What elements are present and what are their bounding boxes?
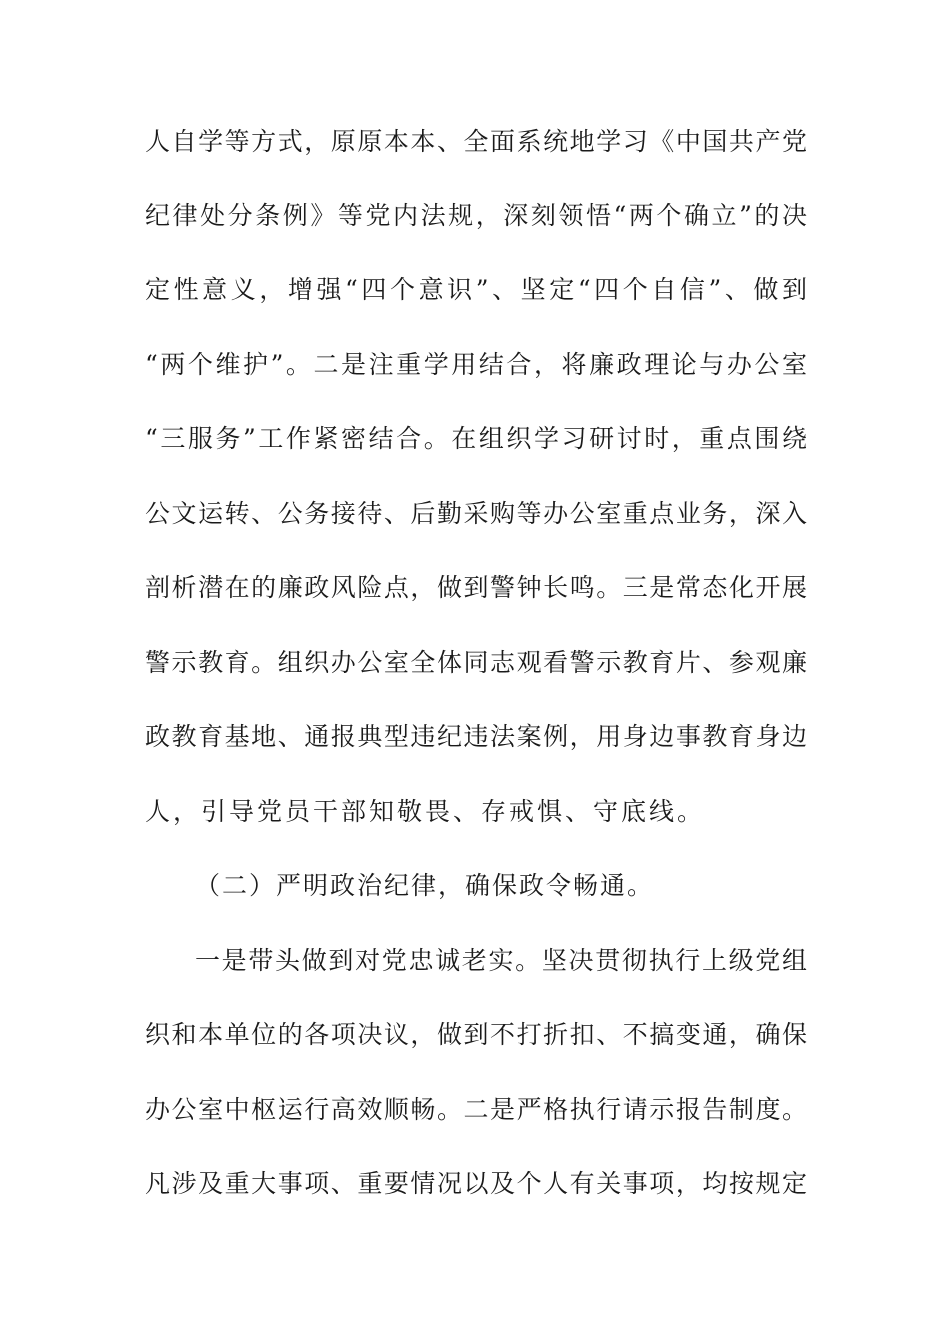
body-line-15: 凡涉及重大事项、重要情况以及个人有关事项，均按规定 xyxy=(145,1169,807,1198)
body-line-7: 剖析潜在的廉政风险点，做到警钟长鸣。三是常态化开展 xyxy=(145,573,807,602)
body-line-1: 人自学等方式，原原本本、全面系统地学习《中国共产党 xyxy=(145,127,807,156)
body-line-5: “三服务”工作紧密结合。在组织学习研讨时，重点围绕 xyxy=(145,424,807,453)
section-heading: （二）严明政治纪律，确保政令畅通。 xyxy=(195,871,655,900)
body-line-14: 办公室中枢运行高效顺畅。二是严格执行请示报告制度。 xyxy=(145,1095,807,1124)
body-line-6: 公文运转、公务接待、后勤采购等办公室重点业务，深入 xyxy=(145,499,807,528)
body-line-12: 一是带头做到对党忠诚老实。坚决贯彻执行上级党组 xyxy=(195,946,807,975)
body-line-3: 定性意义，增强“四个意识”、坚定“四个自信”、做到 xyxy=(145,275,807,304)
body-line-4: “两个维护”。二是注重学用结合，将廉政理论与办公室 xyxy=(145,350,807,379)
body-line-9: 政教育基地、通报典型违纪违法案例，用身边事教育身边 xyxy=(145,722,807,751)
body-line-10: 人，引导党员干部知敬畏、存戒惧、守底线。 xyxy=(145,797,706,826)
body-line-8: 警示教育。组织办公室全体同志观看警示教育片、参观廉 xyxy=(145,648,807,677)
body-line-13: 织和本单位的各项决议，做到不打折扣、不搞变通，确保 xyxy=(145,1020,807,1049)
body-line-2: 纪律处分条例》等党内法规，深刻领悟“两个确立”的决 xyxy=(145,201,807,230)
